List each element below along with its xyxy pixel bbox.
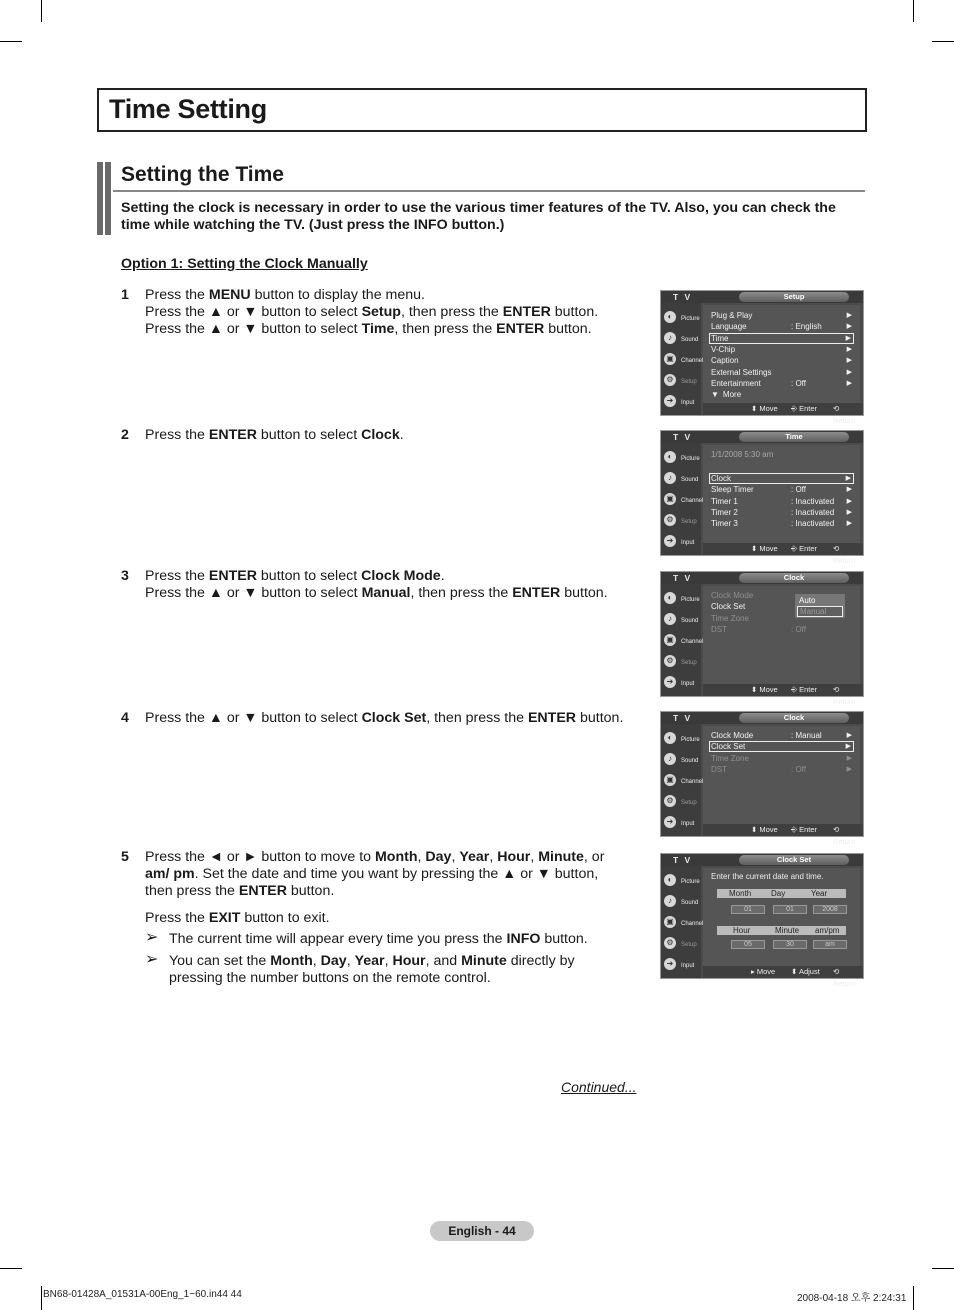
menu-item-timer-1[interactable] bbox=[711, 496, 854, 507]
arrow-right-icon: ▶ bbox=[845, 475, 851, 482]
guide-move-label: Move bbox=[759, 825, 778, 834]
menu-item-label: Time Zone bbox=[711, 613, 749, 623]
sidebar-item-channel[interactable] bbox=[663, 772, 704, 790]
menu-item-caption[interactable] bbox=[711, 355, 854, 366]
guide-enter bbox=[791, 824, 817, 836]
menu-item-more[interactable] bbox=[711, 389, 854, 400]
menu-item-clock[interactable] bbox=[709, 473, 854, 484]
section-bar bbox=[105, 162, 111, 235]
menu-item-entertainment[interactable] bbox=[711, 378, 854, 389]
picture-icon: ◐ bbox=[664, 311, 676, 323]
guide-enter-label: Enter bbox=[799, 544, 818, 553]
sidebar-label: Picture bbox=[681, 737, 700, 743]
note: ➢ The current time will appear every time you press the INFO button. bbox=[145, 929, 588, 947]
sidebar-label: Channel bbox=[681, 639, 704, 645]
time-header: am/pm bbox=[815, 926, 840, 935]
tv-screen-clock-set-select bbox=[660, 711, 864, 846]
guide-return bbox=[833, 543, 863, 567]
guide-enter-label: Enter bbox=[799, 685, 818, 694]
section-rule bbox=[113, 190, 865, 192]
guide-return-icon: ⟲ bbox=[833, 404, 840, 413]
guide-enter bbox=[791, 543, 817, 555]
sidebar-item-setup[interactable] bbox=[663, 793, 701, 811]
tv-label: T V bbox=[673, 432, 693, 442]
menu-item-label: Caption bbox=[711, 356, 739, 366]
tv-screen-time-menu bbox=[660, 430, 864, 565]
menu-item-label: V-Chip bbox=[711, 344, 736, 354]
osd-sidebar bbox=[661, 724, 704, 836]
arrow-right-icon: ▶ bbox=[846, 323, 852, 331]
time-value-field[interactable]: 30 bbox=[773, 940, 807, 949]
arrow-right-icon: ▶ bbox=[846, 368, 852, 376]
crop-mark bbox=[932, 41, 954, 42]
sidebar-item-picture[interactable] bbox=[663, 449, 701, 467]
sidebar-item-input[interactable] bbox=[663, 533, 701, 551]
sidebar-label: Picture bbox=[681, 879, 700, 885]
guide-move-icon: ⬍ bbox=[751, 685, 760, 694]
menu-item-v-chip[interactable] bbox=[711, 344, 854, 355]
sidebar-label: Input bbox=[681, 821, 695, 827]
guide-move-label: Move bbox=[759, 544, 778, 553]
guide-enter-icon: ⎆ bbox=[791, 825, 800, 834]
menu-item-value: : Manual bbox=[791, 731, 822, 740]
menu-item-label: Entertainment bbox=[711, 378, 761, 388]
menu-item-time[interactable] bbox=[709, 333, 854, 344]
page-title: Time Setting bbox=[109, 94, 267, 124]
sound-icon: ♪ bbox=[664, 895, 676, 907]
guide-move-icon: ⬍ bbox=[751, 404, 760, 413]
menu-item-plug-play[interactable] bbox=[711, 310, 854, 321]
sidebar-item-channel[interactable] bbox=[663, 632, 704, 650]
dropdown-option-manual[interactable]: Manual bbox=[797, 606, 843, 617]
guide-return-label: Return bbox=[833, 416, 856, 425]
step-text: Press the ▲ or ▼ button to select Clock Set, then press the ENTER button. bbox=[145, 710, 624, 726]
osd-main-panel bbox=[703, 726, 860, 824]
menu-item-timer-3[interactable] bbox=[711, 518, 854, 529]
crop-mark bbox=[932, 1268, 954, 1269]
page-number: English - 44 bbox=[430, 1221, 534, 1241]
input-icon: ➔ bbox=[664, 676, 676, 688]
footer-timestamp: 2008-04-18 오후 2:24:31 bbox=[797, 1293, 907, 1304]
intro-text: Setting the clock is necessary in order to use the various timer features of the TV. Also, you can check the time while watching the TV. (Just press the INFO button.) bbox=[121, 200, 836, 233]
input-icon: ➔ bbox=[664, 395, 676, 407]
guide-return-label: Return bbox=[833, 979, 856, 988]
sidebar-item-input[interactable] bbox=[663, 393, 701, 411]
footer-filename: BN68-01428A_01531A-00Eng_1~60.in44 44 bbox=[43, 1289, 242, 1300]
osd-button-guide bbox=[703, 403, 863, 425]
section-title: Setting the Time bbox=[121, 163, 284, 186]
guide-return-icon: ⟲ bbox=[833, 685, 840, 694]
sidebar-item-input[interactable] bbox=[663, 956, 701, 974]
channel-icon: ▣ bbox=[664, 353, 676, 365]
setup-icon: ⚙ bbox=[664, 374, 676, 386]
time-value-field[interactable]: 05 bbox=[731, 940, 765, 949]
time-header: Hour bbox=[733, 926, 751, 935]
guide-return-icon: ⟲ bbox=[833, 544, 840, 553]
guide-return bbox=[833, 403, 863, 427]
crop-mark bbox=[913, 1286, 914, 1310]
menu-item-label: Plug & Play bbox=[711, 311, 753, 320]
date-value-field[interactable]: 01 bbox=[731, 905, 765, 914]
sidebar-label: Picture bbox=[681, 456, 700, 462]
sidebar-item-channel[interactable] bbox=[663, 491, 704, 509]
picture-icon: ◐ bbox=[664, 451, 676, 463]
guide-return bbox=[833, 824, 863, 848]
date-header: Year bbox=[811, 889, 828, 898]
crop-mark bbox=[913, 0, 914, 22]
sidebar-item-sound[interactable] bbox=[663, 470, 701, 488]
guide-return bbox=[833, 684, 863, 708]
picture-icon: ◐ bbox=[664, 874, 676, 886]
tv-label: T V bbox=[673, 855, 693, 865]
time-header: Minute bbox=[775, 926, 800, 935]
sidebar-label: Input bbox=[681, 963, 695, 969]
menu-item-clock-set[interactable] bbox=[709, 741, 854, 752]
crop-mark bbox=[0, 41, 22, 42]
sidebar-item-sound[interactable] bbox=[663, 893, 701, 911]
osd-button-guide bbox=[703, 824, 863, 846]
guide-enter-label: Enter bbox=[799, 404, 818, 413]
guide-move bbox=[751, 824, 778, 836]
menu-item-label: DST bbox=[711, 624, 727, 634]
menu-item-value: : Off bbox=[791, 378, 806, 388]
sidebar-label: Channel bbox=[681, 779, 704, 785]
sidebar-item-setup[interactable] bbox=[663, 653, 701, 671]
step-number: 3 bbox=[121, 568, 129, 584]
sidebar-item-setup[interactable] bbox=[663, 512, 701, 530]
sidebar-item-setup[interactable] bbox=[663, 935, 701, 953]
guide-move-label: Move bbox=[756, 967, 776, 976]
sidebar-label: Channel bbox=[681, 498, 704, 504]
sidebar-label: Picture bbox=[681, 597, 700, 603]
guide-move-icon: ⬍ bbox=[751, 544, 760, 553]
osd-main-panel bbox=[703, 586, 860, 684]
page-title-box bbox=[97, 88, 867, 132]
guide-enter bbox=[791, 403, 817, 415]
guide-return-icon: ⟲ bbox=[833, 825, 840, 834]
guide-adjust-icon: ⬍ bbox=[791, 967, 799, 976]
menu-item-label: Sleep Timer bbox=[711, 485, 754, 495]
sidebar-label: Setup bbox=[681, 519, 697, 525]
menu-item-label: Timer 2 bbox=[711, 507, 738, 517]
step-number: 5 bbox=[121, 849, 129, 865]
sidebar-item-picture[interactable] bbox=[663, 730, 701, 748]
setup-icon: ⚙ bbox=[664, 937, 676, 949]
note: ➢ You can set the Month, Day, Year, Hour, and Minute directly by pressing the number buttons on the remote control. bbox=[145, 951, 575, 986]
date-header: Month bbox=[729, 889, 752, 898]
tv-label: T V bbox=[673, 573, 693, 583]
sidebar-label: Sound bbox=[681, 477, 699, 483]
tv-screen-clock-mode bbox=[660, 571, 864, 706]
sidebar-item-sound[interactable] bbox=[663, 751, 701, 769]
sidebar-item-channel[interactable] bbox=[663, 914, 704, 932]
sidebar-item-sound[interactable] bbox=[663, 330, 701, 348]
guide-adjust-label: Adjust bbox=[798, 967, 820, 976]
guide-return-label: Return bbox=[833, 556, 856, 565]
sidebar-label: Setup bbox=[681, 660, 697, 666]
picture-icon: ◐ bbox=[664, 732, 676, 744]
menu-item-value: : Off bbox=[791, 624, 806, 634]
guide-return-icon: ⟲ bbox=[833, 967, 840, 976]
guide-enter-icon: ⎆ bbox=[791, 685, 800, 694]
step-text: Press the MENU button to display the menu. Press the ▲ or ▼ button to select Setup, then press the ENTER button. Press the ▲ or ▼ button to select Time, then press the ENTER button. bbox=[145, 287, 599, 337]
guide-move bbox=[751, 684, 778, 696]
sidebar-item-setup[interactable] bbox=[663, 372, 701, 390]
arrow-icon: ➢ bbox=[145, 929, 159, 946]
crop-mark bbox=[41, 0, 42, 22]
menu-item-value: : English bbox=[791, 322, 822, 332]
guide-move-label: Move bbox=[759, 685, 778, 694]
sidebar-label: Sound bbox=[681, 758, 699, 764]
sidebar-item-sound[interactable] bbox=[663, 611, 701, 629]
guide-move-icon: ⬍ bbox=[751, 825, 760, 834]
menu-item-sleep-timer[interactable] bbox=[711, 484, 854, 495]
guide-move-label: Move bbox=[759, 404, 778, 413]
sidebar-label: Input bbox=[681, 540, 695, 546]
dropdown-option-auto[interactable]: Auto bbox=[799, 596, 816, 605]
menu-item-time-zone[interactable] bbox=[711, 753, 854, 764]
guide-enter-icon: ⎆ bbox=[791, 544, 800, 553]
menu-item-label: More bbox=[722, 390, 742, 400]
date-header-row bbox=[717, 889, 846, 898]
arrow-right-icon: ▶ bbox=[846, 754, 852, 762]
clock-set-prompt: Enter the current date and time. bbox=[711, 872, 824, 881]
tv-label: T V bbox=[673, 713, 693, 723]
channel-icon: ▣ bbox=[664, 916, 676, 928]
menu-item-label: Language bbox=[711, 322, 747, 332]
channel-icon: ▣ bbox=[664, 634, 676, 646]
arrow-right-icon: ▶ bbox=[846, 497, 852, 505]
step-text: Press the ENTER button to select Clock. bbox=[145, 427, 404, 443]
guide-return-label: Return bbox=[833, 837, 856, 846]
menu-item-language[interactable] bbox=[711, 321, 854, 332]
sidebar-item-input[interactable] bbox=[663, 814, 701, 832]
menu-item-label: Clock Set bbox=[711, 602, 746, 612]
osd-sidebar bbox=[661, 303, 704, 415]
osd-header: Clock Set bbox=[739, 855, 849, 865]
arrow-right-icon: ▶ bbox=[846, 732, 852, 739]
sidebar-item-input[interactable] bbox=[663, 674, 701, 692]
menu-item-dst[interactable] bbox=[711, 764, 854, 775]
osd-button-guide bbox=[703, 966, 863, 988]
option-heading: Option 1: Setting the Clock Manually bbox=[121, 256, 368, 272]
step-number: 1 bbox=[121, 287, 129, 303]
picture-icon: ◐ bbox=[664, 592, 676, 604]
arrow-right-icon: ▶ bbox=[845, 334, 851, 342]
menu-item-label: Clock Mode bbox=[711, 731, 754, 740]
setup-icon: ⚙ bbox=[664, 795, 676, 807]
tv-screen-setup-menu bbox=[660, 290, 864, 425]
guide-move-icon: ▸ bbox=[751, 967, 757, 976]
input-icon: ➔ bbox=[664, 535, 676, 547]
sidebar-label: Input bbox=[681, 681, 695, 687]
sidebar-label: Setup bbox=[681, 800, 697, 806]
menu-item-label: Time Zone bbox=[711, 753, 749, 763]
osd-header: Setup bbox=[739, 292, 849, 302]
crop-mark bbox=[41, 1286, 42, 1310]
sidebar-label: Sound bbox=[681, 337, 699, 343]
osd-button-guide bbox=[703, 543, 863, 565]
section-bar bbox=[97, 162, 103, 235]
arrow-right-icon: ▶ bbox=[846, 379, 852, 387]
arrow-icon: ➢ bbox=[145, 951, 159, 968]
tv-screen-clock-set bbox=[660, 853, 864, 988]
menu-item-timer-2[interactable] bbox=[711, 507, 854, 518]
arrow-right-icon: ▶ bbox=[846, 520, 852, 528]
menu-item-label: Time bbox=[711, 333, 729, 343]
sidebar-label: Picture bbox=[681, 316, 700, 322]
osd-main-panel bbox=[703, 868, 860, 966]
continued-text: Continued... bbox=[561, 1079, 637, 1095]
date-value-field[interactable]: 2008 bbox=[813, 905, 847, 914]
channel-icon: ▣ bbox=[664, 493, 676, 505]
triangle-down-icon: ▼ bbox=[711, 390, 719, 400]
sound-icon: ♪ bbox=[664, 613, 676, 625]
arrow-right-icon: ▶ bbox=[846, 508, 852, 516]
guide-move bbox=[751, 543, 778, 555]
sound-icon: ♪ bbox=[664, 753, 676, 765]
menu-item-value: : Inactivated bbox=[791, 519, 835, 529]
guide-adjust bbox=[791, 966, 820, 978]
setup-icon: ⚙ bbox=[664, 514, 676, 526]
guide-enter-label: Enter bbox=[799, 825, 818, 834]
menu-item-label: Clock bbox=[711, 474, 732, 483]
osd-header: Clock bbox=[739, 573, 849, 583]
osd-sidebar bbox=[661, 584, 704, 696]
sidebar-item-picture[interactable] bbox=[663, 872, 701, 890]
guide-enter bbox=[791, 684, 817, 696]
osd-sidebar bbox=[661, 443, 704, 555]
clock-mode-dropdown[interactable] bbox=[795, 594, 845, 618]
sound-icon: ♪ bbox=[664, 332, 676, 344]
guide-enter-icon: ⎆ bbox=[791, 404, 800, 413]
menu-item-value: : Inactivated bbox=[791, 496, 835, 506]
menu-item-label: DST bbox=[711, 764, 727, 774]
tv-label: T V bbox=[673, 292, 693, 302]
arrow-right-icon: ▶ bbox=[846, 345, 852, 353]
input-icon: ➔ bbox=[664, 816, 676, 828]
step-text: Press the ◄ or ► button to move to Month, Day, Year, Hour, Minute, or am/ pm. Set the date and time you want by pressing the ▲ or ▼ button, then press the ENTER button. Press the EXIT button to exit. ➢ The current time will appear every time you press the INFO button. ➢ You can set the Month, Day, Year, Hour, and Minute directly by pressing the number buttons on the remote control. bbox=[145, 849, 623, 987]
input-icon: ➔ bbox=[664, 958, 676, 970]
menu-item-label: Timer 1 bbox=[711, 496, 738, 506]
sidebar-label: Setup bbox=[681, 379, 697, 385]
date-header: Day bbox=[771, 889, 786, 898]
menu-item-label: Clock Mode bbox=[711, 591, 754, 600]
osd-main-panel bbox=[703, 445, 860, 543]
arrow-right-icon: ▶ bbox=[846, 765, 852, 773]
sidebar-item-channel[interactable] bbox=[663, 351, 704, 369]
menu-item-value: : Inactivated bbox=[791, 507, 835, 517]
sidebar-item-picture[interactable] bbox=[663, 309, 701, 327]
step-number: 2 bbox=[121, 427, 129, 443]
sidebar-label: Channel bbox=[681, 921, 704, 927]
date-value-field[interactable]: 01 bbox=[773, 905, 807, 914]
sidebar-label: Sound bbox=[681, 618, 699, 624]
menu-item-value: : Off bbox=[791, 485, 806, 495]
sound-icon: ♪ bbox=[664, 472, 676, 484]
step-text: Press the ENTER button to select Clock Mode. Press the ▲ or ▼ button to select Manual, then press the ENTER button. bbox=[145, 568, 608, 601]
menu-item-external-settings[interactable] bbox=[711, 367, 854, 378]
sidebar-label: Sound bbox=[681, 900, 699, 906]
clock-readout: 1/1/2008 5:30 am bbox=[711, 450, 774, 459]
arrow-right-icon: ▶ bbox=[845, 743, 851, 751]
osd-sidebar bbox=[661, 866, 704, 978]
menu-item-label: Timer 3 bbox=[711, 519, 738, 529]
time-header-row bbox=[717, 926, 846, 935]
menu-item-value: : Off bbox=[791, 764, 806, 774]
osd-button-guide bbox=[703, 684, 863, 706]
sidebar-item-picture[interactable] bbox=[663, 590, 701, 608]
crop-mark bbox=[0, 1268, 22, 1269]
setup-icon: ⚙ bbox=[664, 655, 676, 667]
guide-move bbox=[751, 403, 778, 415]
guide-return-label: Return bbox=[833, 697, 856, 706]
guide-move bbox=[751, 966, 775, 978]
osd-header: Clock bbox=[739, 713, 849, 723]
menu-item-clock-mode[interactable] bbox=[711, 730, 854, 741]
sidebar-label: Setup bbox=[681, 942, 697, 948]
channel-icon: ▣ bbox=[664, 774, 676, 786]
arrow-right-icon: ▶ bbox=[846, 486, 852, 494]
time-value-field[interactable]: am bbox=[813, 940, 847, 949]
menu-item-dst[interactable] bbox=[711, 624, 854, 635]
sidebar-label: Input bbox=[681, 400, 695, 406]
step-number: 4 bbox=[121, 710, 129, 726]
sidebar-label: Channel bbox=[681, 358, 704, 364]
arrow-right-icon: ▶ bbox=[846, 312, 852, 319]
menu-item-label: Clock Set bbox=[711, 742, 746, 752]
arrow-right-icon: ▶ bbox=[846, 357, 852, 365]
osd-main-panel bbox=[703, 305, 860, 403]
menu-item-label: External Settings bbox=[711, 367, 772, 377]
guide-return bbox=[833, 966, 863, 990]
osd-header: Time bbox=[739, 432, 849, 442]
exit-instruction: Press the EXIT button to exit. bbox=[145, 910, 330, 926]
